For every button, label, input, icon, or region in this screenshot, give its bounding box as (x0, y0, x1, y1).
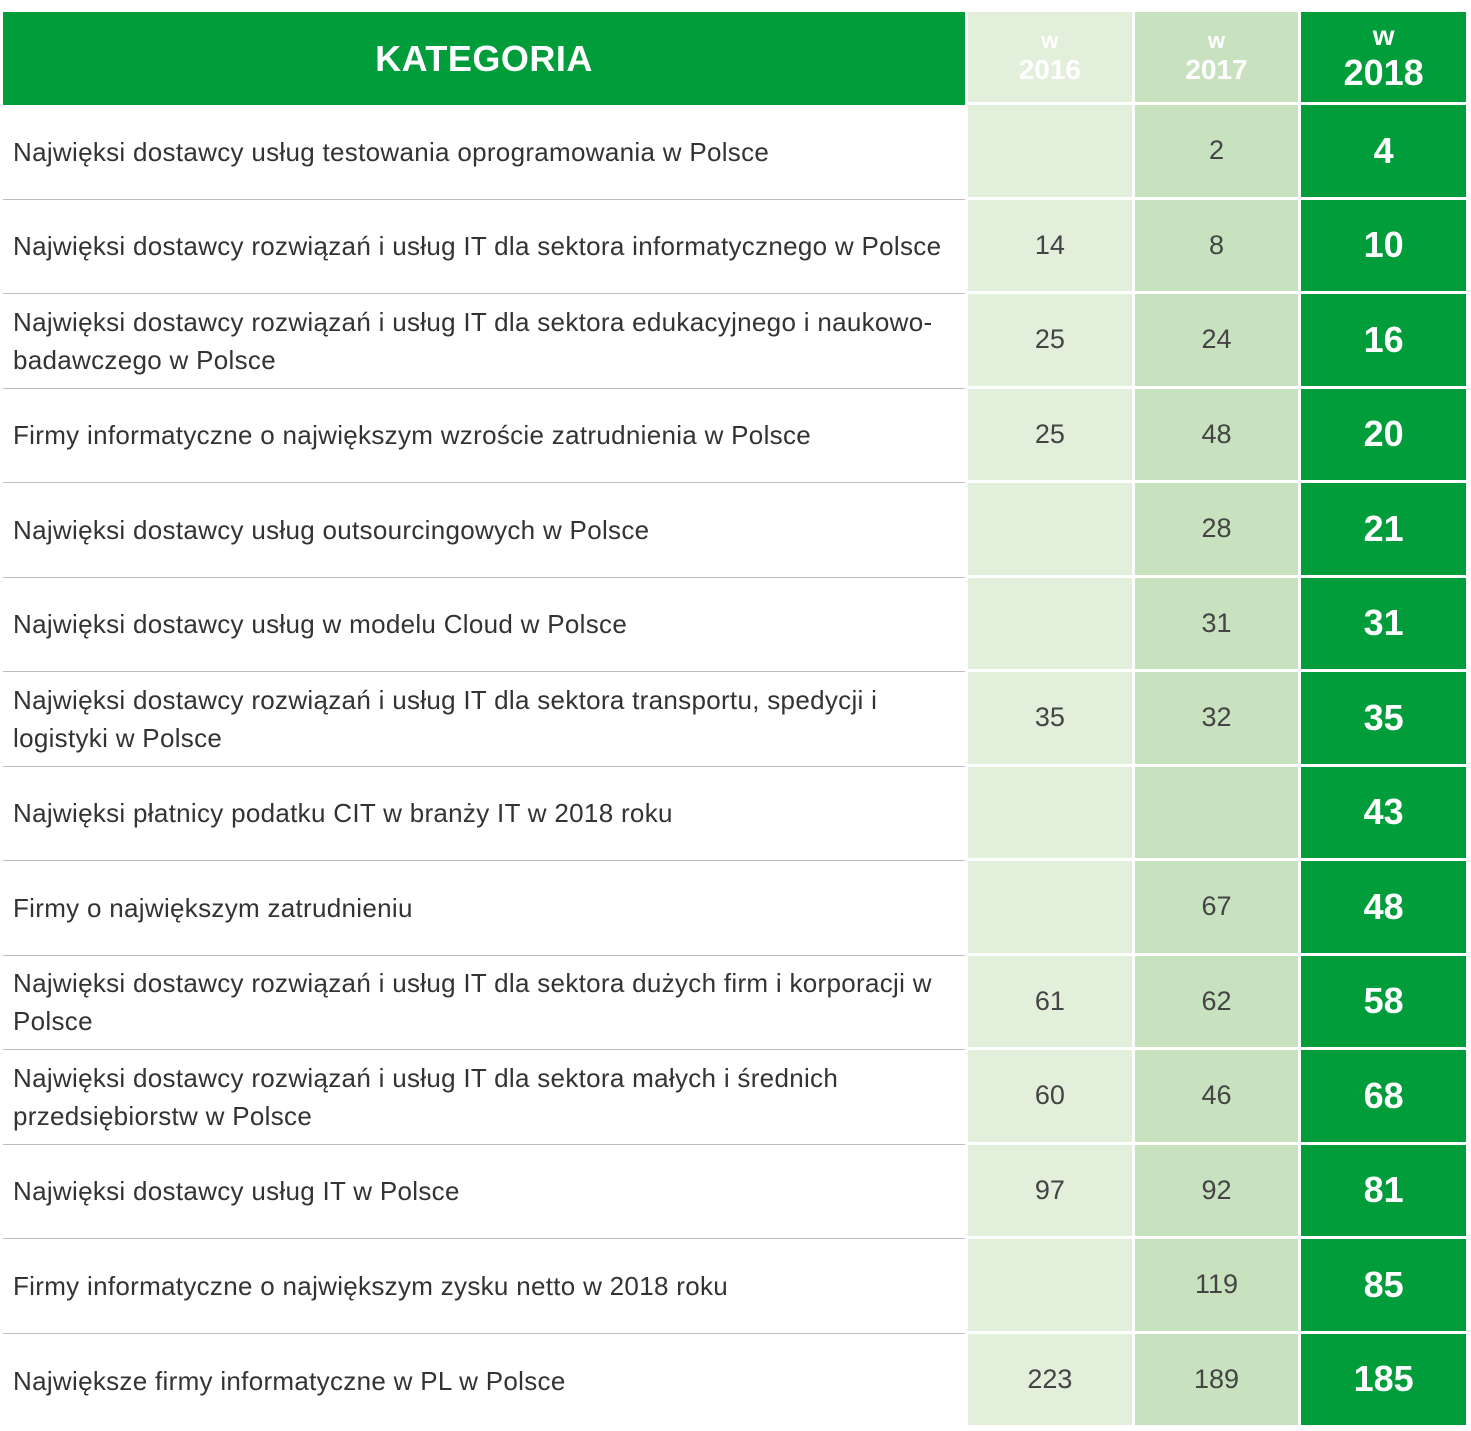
rank-2016-cell (968, 294, 1132, 389)
rank-2018-cell (1301, 483, 1466, 578)
rank-2018-cell (1301, 672, 1466, 767)
rank-2017-cell (1135, 389, 1299, 484)
ranking-table (0, 12, 1466, 1428)
rank-2016-cell (968, 483, 1132, 578)
rank-2017-value: 62 (1201, 985, 1232, 1016)
rank-2017-value: 92 (1201, 1174, 1232, 1205)
table-row (0, 1050, 1466, 1145)
rank-2016-cell (968, 1050, 1132, 1145)
rank-2017-value: 28 (1201, 513, 1232, 544)
rank-2017-cell (1135, 956, 1299, 1051)
rank-2016-value: 35 (1034, 702, 1065, 733)
rank-2018-value: 35 (1363, 696, 1404, 738)
category-cell (3, 1145, 965, 1240)
rank-2018-value: 16 (1363, 318, 1404, 360)
rank-2016-value: 223 (1027, 1363, 1073, 1394)
category-text: Firmy informatyczne o największym zysku netto w 2018 roku (13, 1270, 729, 1301)
rank-2016-cell (968, 672, 1132, 767)
category-text: Najwięksi dostawcy usług w modelu Cloud w Polsce (13, 609, 628, 640)
rank-2016-cell (968, 578, 1132, 673)
category-text: Najwięksi dostawcy rozwiązań i usług IT dla sektora edukacyjnego i naukowo-badawczego w Polsce (13, 306, 933, 375)
rank-2017-value: 119 (1194, 1269, 1239, 1300)
header-2018-year: 2018 (1343, 52, 1424, 94)
rank-2018-cell (1301, 294, 1466, 389)
rank-2017-value: 2 (1208, 135, 1225, 166)
rank-2017-cell (1135, 1145, 1299, 1240)
table-header (0, 12, 1466, 105)
category-text: Najwięksi dostawcy usług outsourcingowych w Polsce (13, 514, 650, 545)
table-row (0, 1145, 1466, 1240)
header-2017-year: 2017 (1185, 53, 1248, 85)
rank-2017-value: 8 (1208, 229, 1225, 260)
table-row (0, 861, 1466, 956)
rank-2018-cell (1301, 105, 1466, 200)
category-text: Firmy informatyczne o największym wzroście zatrudnienia w Polsce (13, 420, 812, 451)
header-2017-cell (1135, 12, 1299, 105)
rank-2016-value: 97 (1034, 1174, 1065, 1205)
rank-2018-value: 48 (1363, 885, 1404, 927)
category-cell (3, 672, 965, 767)
category-cell (3, 200, 965, 295)
rank-2018-value: 81 (1363, 1169, 1404, 1211)
rank-2018-value: 185 (1353, 1358, 1414, 1400)
rank-2016-cell (968, 1239, 1132, 1334)
rank-2017-cell (1135, 105, 1299, 200)
header-2016-year: 2016 (1018, 53, 1081, 85)
category-cell (3, 105, 965, 200)
category-text: Najwięksi dostawcy rozwiązań i usług IT dla sektora małych i średnich przedsiębiorstw w Polsce (13, 1062, 839, 1131)
rank-2018-cell (1301, 1239, 1466, 1334)
table-row (0, 105, 1466, 200)
category-cell (3, 1239, 965, 1334)
rank-2018-cell (1301, 861, 1466, 956)
header-2018-prefix: w (1372, 20, 1395, 52)
rank-2017-value: 67 (1201, 891, 1232, 922)
rank-2017-cell (1135, 1050, 1299, 1145)
rank-2017-value: 189 (1193, 1363, 1240, 1394)
rank-2018-value: 68 (1363, 1074, 1404, 1116)
category-cell (3, 389, 965, 484)
table-row (0, 956, 1466, 1051)
category-text: Najwięksi dostawcy rozwiązań i usług IT dla sektora informatycznego w Polsce (13, 231, 942, 262)
category-cell (3, 861, 965, 956)
category-text: Firmy o największym zatrudnieniu (13, 892, 413, 923)
category-cell (3, 1334, 965, 1429)
rank-2018-cell (1301, 1050, 1466, 1145)
header-2016-prefix: w (1041, 28, 1059, 54)
rank-2016-value: 14 (1034, 229, 1065, 260)
header-category-label: KATEGORIA (375, 37, 593, 79)
rank-2017-value: 31 (1201, 607, 1232, 638)
category-cell (3, 483, 965, 578)
rank-2017-cell (1135, 1239, 1299, 1334)
rank-2018-value: 31 (1363, 602, 1404, 644)
rank-2017-cell (1135, 200, 1299, 295)
category-text: Najwięksi dostawcy rozwiązań i usług IT dla sektora transportu, spedycji i logistyki w Polsce (13, 684, 878, 753)
rank-2017-cell (1135, 767, 1299, 862)
table-row (0, 483, 1466, 578)
table-row (0, 767, 1466, 862)
table-row (0, 1239, 1466, 1334)
category-cell (3, 767, 965, 862)
rank-2017-value: 48 (1201, 418, 1232, 449)
rank-2017-cell (1135, 1334, 1299, 1429)
rank-2016-value: 60 (1034, 1080, 1065, 1111)
table-row (0, 200, 1466, 295)
table-row (0, 578, 1466, 673)
category-cell (3, 956, 965, 1051)
rank-2018-value: 43 (1363, 791, 1404, 833)
rank-2016-value: 61 (1034, 985, 1065, 1016)
rank-2018-cell (1301, 956, 1466, 1051)
header-2016-cell (968, 12, 1132, 105)
rank-2018-value: 21 (1363, 507, 1404, 549)
header-category-cell (3, 12, 965, 105)
rank-2018-value: 85 (1363, 1263, 1404, 1305)
table-body (0, 105, 1466, 1428)
rank-2016-cell (968, 767, 1132, 862)
rank-2016-cell (968, 1145, 1132, 1240)
rank-2018-value: 4 (1373, 129, 1394, 171)
category-text: Najwięksi płatnicy podatku CIT w branży IT w 2018 roku (13, 798, 673, 829)
rank-2016-cell (968, 861, 1132, 956)
rank-2017-cell (1135, 672, 1299, 767)
rank-2017-value: 24 (1201, 324, 1232, 355)
category-text: Najwięksi dostawcy rozwiązań i usług IT dla sektora dużych firm i korporacji w Polsce (13, 968, 932, 1037)
table-row (0, 672, 1466, 767)
category-cell (3, 1050, 965, 1145)
header-2018-cell (1301, 12, 1466, 105)
rank-2017-cell (1135, 578, 1299, 673)
rank-2017-cell (1135, 483, 1299, 578)
category-text: Najwięksi dostawcy usług testowania oprogramowania w Polsce (13, 136, 770, 167)
rank-2018-cell (1301, 767, 1466, 862)
rank-2018-cell (1301, 578, 1466, 673)
rank-2018-cell (1301, 1334, 1466, 1429)
rank-2016-value: 25 (1034, 418, 1065, 449)
rank-2018-value: 10 (1363, 224, 1404, 266)
rank-2018-value: 58 (1363, 980, 1404, 1022)
rank-2016-cell (968, 1334, 1132, 1429)
rank-2017-value: 32 (1201, 702, 1232, 733)
table-row (0, 389, 1466, 484)
table-row (0, 1334, 1466, 1429)
rank-2016-cell (968, 105, 1132, 200)
rank-2018-value: 20 (1363, 413, 1404, 455)
rank-2016-cell (968, 956, 1132, 1051)
header-2017-prefix: w (1207, 28, 1226, 54)
rank-2018-cell (1301, 200, 1466, 295)
rank-2018-cell (1301, 389, 1466, 484)
category-text: Najwięksi dostawcy usług IT w Polsce (13, 1176, 460, 1207)
rank-2018-cell (1301, 1145, 1466, 1240)
rank-2017-value: 46 (1201, 1080, 1232, 1111)
rank-2017-cell (1135, 294, 1299, 389)
rank-2016-value: 25 (1034, 324, 1065, 355)
rank-2017-cell (1135, 861, 1299, 956)
category-text: Największe firmy informatyczne w PL w Polsce (13, 1365, 566, 1396)
category-cell (3, 294, 965, 389)
rank-2016-cell (968, 389, 1132, 484)
category-cell (3, 578, 965, 673)
rank-2016-cell (968, 200, 1132, 295)
table-row (0, 294, 1466, 389)
